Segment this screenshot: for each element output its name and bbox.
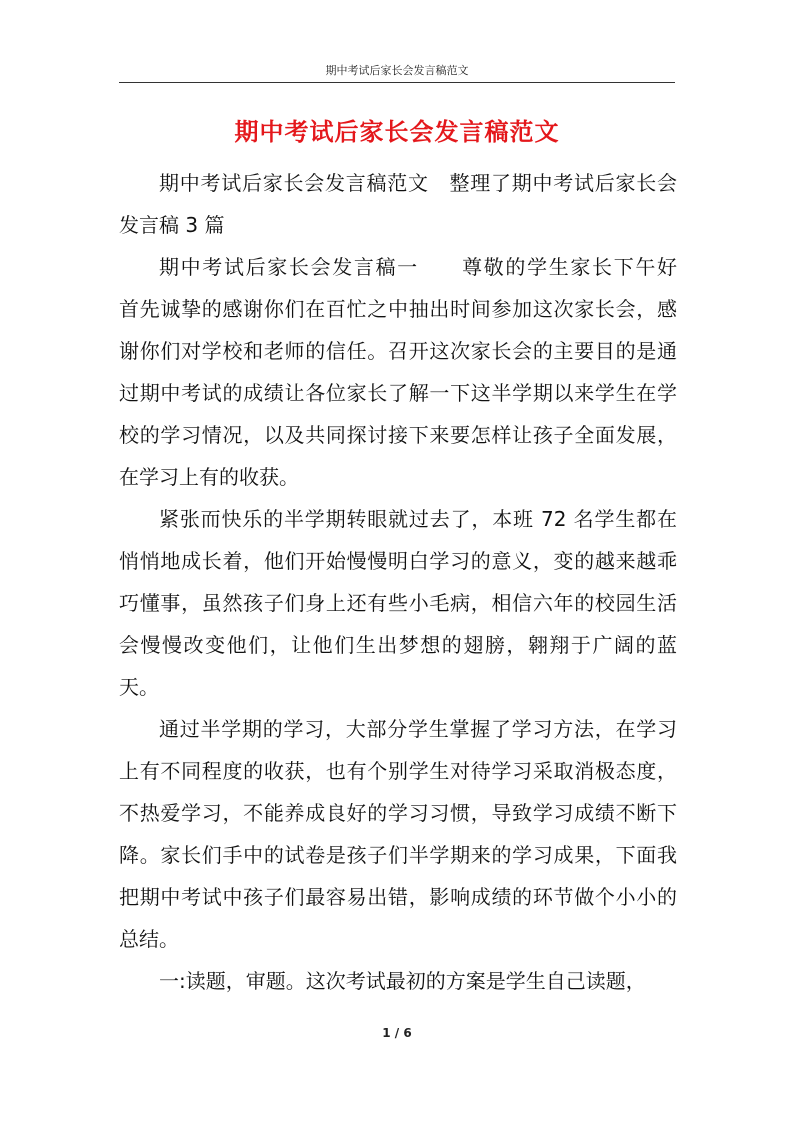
paragraph: 一:读题，审题。这次考试最初的方案是学生自己读题， bbox=[159, 969, 646, 993]
paragraph: 期中考试后家长会发言稿一 尊敬的学生家长下午好 首先诚挚的感谢你们在百忙之中抽出时间参加这次家长会，感谢你们对学校和老师的信任。召开这次家长会的主要目的是通过期中考试的成绩让各位家长了解一下这半学期以来学生在学校的学习情况，以及共同探讨接下来要怎样让孩子全面发展，在学习上有的收获。 bbox=[119, 255, 717, 489]
document-title: 期中考试后家长会发言稿范文 bbox=[234, 118, 560, 146]
page-number: 1 / 6 bbox=[382, 1026, 412, 1040]
paragraph: 期中考试后家长会发言稿范文 整理了期中考试后家长会发言稿 3 篇 bbox=[119, 171, 677, 237]
running-header: 期中考试后家长会发言稿范文 bbox=[325, 64, 469, 77]
paragraph: 通过半学期的学习，大部分学生掌握了学习方法，在学习上有不同程度的收获，也有个别学生对待学习采取消极态度，不热爱学习，不能养成良好的学习习惯，导致学习成绩不断下降。家长们手中的试卷是孩子们半学期来的学习成果，下面我把期中考试中孩子们最容易出错，影响成绩的环节做个小小的总结。 bbox=[119, 717, 677, 951]
paragraph: 紧张而快乐的半学期转眼就过去了，本班 72 名学生都在悄悄地成长着，他们开始慢慢明白学习的意义，变的越来越乖巧懂事，虽然孩子们身上还有些小毛病，相信六年的校园生活会慢慢改变他们，让他们生出梦想的翅膀，翱翔于广阔的蓝天。 bbox=[119, 507, 677, 699]
document-body bbox=[119, 162, 717, 1002]
header-divider bbox=[119, 82, 675, 83]
